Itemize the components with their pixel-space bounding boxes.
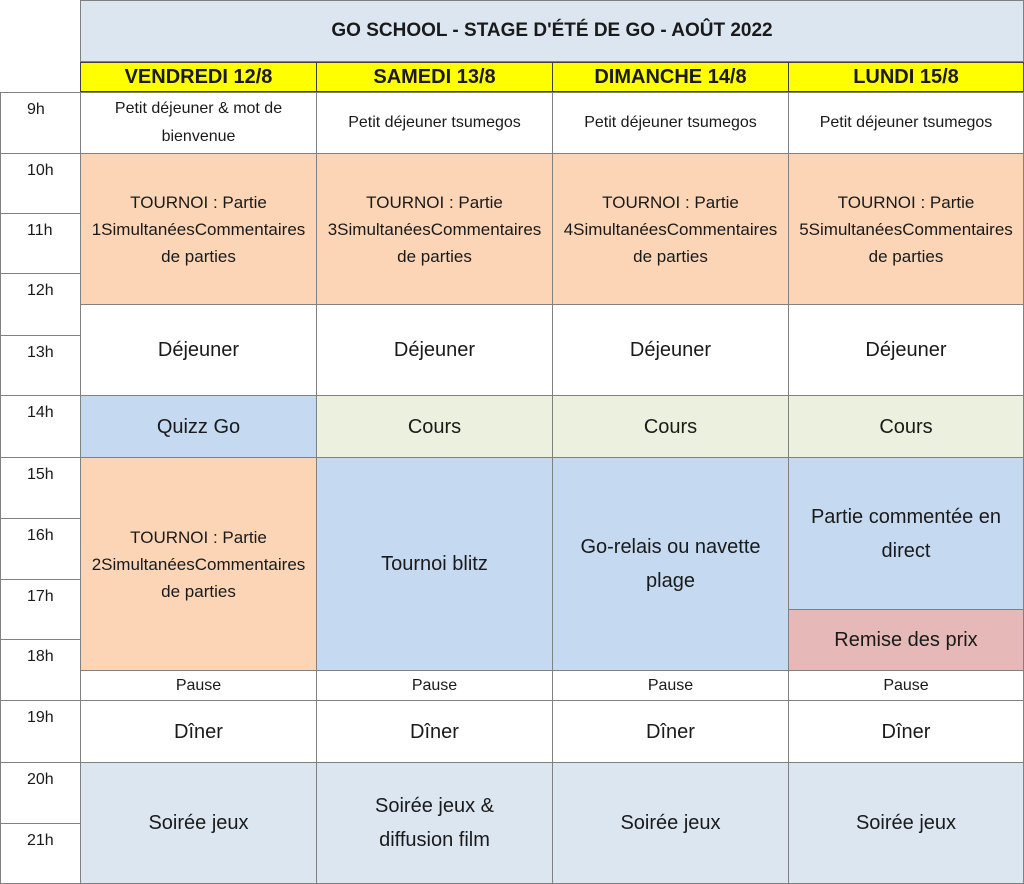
pause-cell: Pause [316,670,553,701]
pause-cell: Pause [788,670,1024,701]
hour-label: 21h [0,823,81,884]
hour-label: 9h [0,92,81,153]
evening-cell: Soirée jeux [80,762,317,884]
hour-label: 12h [0,273,81,335]
hour-label: 15h [0,457,81,518]
tournament-block: TOURNOI : Partie 5SimultanéesCommentaires de parties [788,153,1024,305]
day-header-friday [80,62,317,92]
dinner-cell: Dîner [552,700,789,763]
pause-cell: Pause [80,670,317,701]
day-header-label: LUNDI 15/8 [853,65,959,88]
day-header-monday [788,62,1024,92]
breakfast-cell: Petit déjeuner & mot de bienvenue [80,92,317,154]
quiz-cell: Quizz Go [80,395,317,458]
dinner-cell: Dîner [316,700,553,763]
commented-game-cell: Partie commentée en direct [788,457,1024,610]
schedule-title [80,0,1024,62]
hour-label: 19h [0,700,81,762]
day-header-sunday [552,62,789,92]
hour-label: 10h [0,153,81,213]
day-header-label: DIMANCHE 14/8 [594,65,747,88]
breakfast-cell: Petit déjeuner tsumegos [788,92,1024,154]
tournament-block: TOURNOI : Partie 4SimultanéesCommentaires de parties [552,153,789,305]
evening-cell: Soirée jeux [788,762,1024,884]
tournament-block: TOURNOI : Partie 3SimultanéesCommentaires de parties [316,153,553,305]
hour-label: 18h [0,639,81,700]
relay-cell: Go-relais ou navette plage [552,457,789,671]
dinner-cell: Dîner [788,700,1024,763]
lunch-cell: Déjeuner [788,304,1024,396]
lunch-cell: Déjeuner [316,304,553,396]
breakfast-cell: Petit déjeuner tsumegos [316,92,553,154]
day-header-label: VENDREDI 12/8 [124,65,273,88]
hour-label: 16h [0,518,81,579]
hour-label: 13h [0,335,81,395]
breakfast-cell: Petit déjeuner tsumegos [552,92,789,154]
hour-label: 11h [0,213,81,273]
course-cell: Cours [316,395,553,458]
schedule-title-text: GO SCHOOL - STAGE D'ÉTÉ DE GO - AOÛT 2022 [331,20,773,41]
course-cell: Cours [552,395,789,458]
hour-label: 14h [0,395,81,457]
prizes-cell: Remise des prix [788,609,1024,671]
lunch-cell: Déjeuner [552,304,789,396]
day-header-label: SAMEDI 13/8 [373,65,496,88]
lunch-cell: Déjeuner [80,304,317,396]
hour-label: 17h [0,579,81,639]
tournament-block: TOURNOI : Partie 2SimultanéesCommentaires de parties [80,457,317,671]
evening-cell: Soirée jeux & diffusion film [316,762,553,884]
evening-cell: Soirée jeux [552,762,789,884]
pause-cell: Pause [552,670,789,701]
hour-label: 20h [0,762,81,823]
blitz-cell: Tournoi blitz [316,457,553,671]
day-header-saturday [316,62,553,92]
course-cell: Cours [788,395,1024,458]
tournament-block: TOURNOI : Partie 1SimultanéesCommentaires de parties [80,153,317,305]
dinner-cell: Dîner [80,700,317,763]
